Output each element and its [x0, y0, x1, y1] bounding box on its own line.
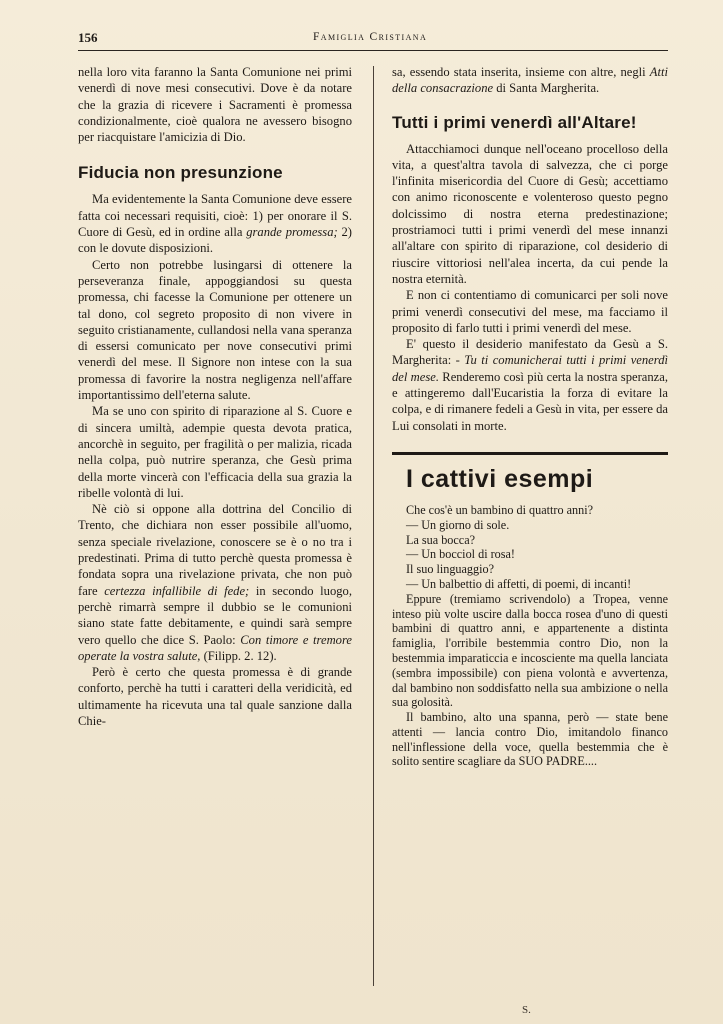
paragraph	[392, 64, 668, 97]
dialogue-line: Che cos'è un bambino di quattro anni?	[406, 502, 593, 517]
italic-title: Atti della consacrazione	[392, 65, 668, 96]
text-run: Nè ciò si oppone alla dottrina del Concilio di Trento, che dichiara non esser possibile all'uomo, senza speciale rivelazione, conoscere se è o no tra i predestinati. Prima di tutto perchè questa promessa è fondata sopra una rivelazione privata, che non può fare	[78, 502, 352, 598]
header-rule	[78, 50, 668, 51]
text-run: 2) con le dovute disposizioni.	[78, 225, 352, 256]
text-run: Ma evidentemente la Santa Comunione deve essere fatta coi necessari requisiti, cioè: 1) per onorare il S. Cuore di Gesù, ed in ordine alla	[78, 192, 352, 240]
text-run: sa, essendo stata inserita, insieme con altre, negli	[392, 65, 650, 79]
paragraph	[392, 336, 668, 434]
section-heading-fiducia: Fiducia non presunzione	[78, 163, 283, 183]
italic-quote: Tu ti comunicherai tutti i primi venerdì del mese.	[392, 353, 668, 384]
paragraph: Certo non potrebbe lusingarsi di ottenere la perseveranza finale, appoggiandosi su questa promessa, chi facesse la Comunione per ottenere un tal dono, col segreto proposito di non vivere in seguito cristianamente, cullandosi nella vana speranza di essersi comunicato per nove consecutivi primi venerdì del mese. Il Signore non intese con la sua promessa di favorire la nostra negligenza nell'affare importantissimo dell'eterna salute.	[78, 257, 352, 403]
italic-text: certezza infallibile di fede;	[104, 583, 250, 598]
paragraph: Il bambino, alto una spanna, però — state bene attenti — lancia contro Dio, imitandolo financo nell'inflessione della voce, quella bestemmia che è solito sentire scagliare da SUO PADRE....	[392, 710, 668, 769]
left-column	[78, 64, 352, 729]
column-divider	[373, 66, 374, 986]
page-header	[78, 30, 668, 48]
text-run: in secondo luogo, perchè rimarrà sempre il dubbio se le comunioni siano state fatte debitamente, e quindi sarà sempre vero quello che dice S. Paolo:	[78, 583, 352, 647]
running-title: Famiglia Cristiana	[313, 31, 428, 43]
page-number: 156	[78, 30, 98, 45]
text-run: Renderemo così più certa la nostra speranza, e attingeremo dall'Eucaristia la forza di evitare la colpa, e di rimanere fedeli a Gesù in vita, per essere da Lui consolati in morte.	[392, 369, 669, 433]
paragraph: Eppure (tremiamo scrivendolo) a Tropea, venne inteso più volte uscire dalla bocca rosea d'uno di questi bambini di quattro anni, e appartenente a distinta famiglia, l'orribile bestemmia contro Dio, non la bestemmia imparaticcia e incosciente ma quella lanciata (sembra impossibile) con piena volontà e avvertenza, dal bambino non soddisfatto nella sua ambizione o nella sua golosità.	[392, 591, 668, 710]
dialogue-line: — Un balbettio di affetti, di poemi, di incanti!	[406, 576, 632, 591]
section-rule	[392, 452, 668, 455]
citation: (Filipp. 2. 12).	[200, 648, 277, 663]
paragraph: Però è certo che questa promessa è di grande conforto, perchè ha tutti i caratteri della veridicità, ed ultimamente ha ricevuta una tal quale sanzione dalla Chie-	[78, 665, 352, 728]
dialogue-line: Il suo linguaggio?	[406, 562, 495, 577]
signature-mark: S.	[522, 1004, 531, 1016]
dialogue-block	[392, 503, 668, 769]
paragraph	[78, 191, 352, 256]
article-title-cattivi-esempi: I cattivi esempi	[406, 464, 594, 493]
dialogue-line: La sua bocca?	[406, 532, 476, 547]
paragraph: E non ci contentiamo di comunicarci per soli nove primi venerdì consecutivi del mese, ma facciamo il proposito di farlo tutti i primi venerdì del mese.	[392, 288, 668, 335]
italic-text: grande promessa;	[246, 225, 338, 240]
text-run: E' questo il desiderio manifestato da Gesù a S. Margherita: -	[392, 337, 668, 368]
paragraph	[78, 501, 352, 664]
right-column	[392, 64, 668, 769]
paragraph: nella loro vita faranno la Santa Comunione nei primi venerdì di nove mesi consecutivi. Dove è da notare che la grazia di ricevere i Sacramenti è promessa condizionalmente, cioè qualora ne avessero bisogno per riacquistare l'amicizia di Dio.	[78, 65, 352, 145]
section-heading-venerdi: Tutti i primi venerdì all'Altare!	[392, 112, 637, 132]
dialogue-line: — Un bocciol di rosa!	[406, 547, 515, 562]
dialogue-line: — Un giorno di sole.	[406, 517, 510, 532]
paragraph: Ma se uno con spirito di riparazione al S. Cuore e di sincera umiltà, adempie questa devota pratica, ancorchè in seguito, per fragilità o per malizia, ricada nella colpa, può nutrire speranza, che Gesù prima della morte vincerà con l'efficacia della sua grazia la ribelle volontà di lui.	[78, 404, 352, 500]
italic-quote: Con timore e tremore operate la vostra salute,	[78, 632, 352, 663]
text-run: di Santa Margherita.	[493, 81, 600, 96]
paragraph: Attacchiamoci dunque nell'oceano procelloso della vita, a quest'altra tavola di salvezza, che ci porge l'infinita misericordia del Cuore di Gesù; accettiamo con animo riconoscente e volenteroso questo pegno dolcissimo di nostra eterna predestinazione; prostriamoci tutti i primi venerdì del mese innanzi all'altare con spirito di riparazione, col desiderio di riuscire vittoriosi nell'alea incerta, da cui pende la nostra eternità.	[392, 141, 668, 286]
